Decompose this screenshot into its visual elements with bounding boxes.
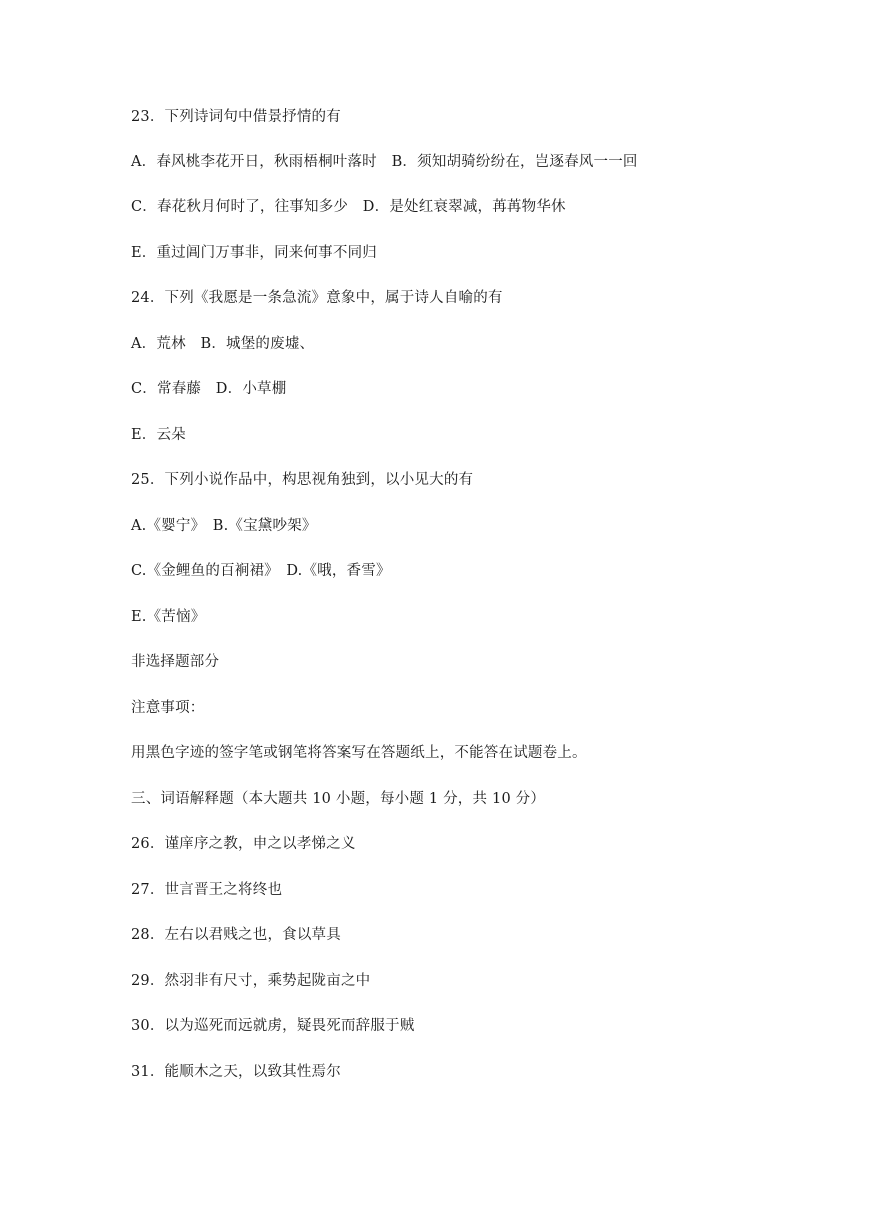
question-31: 31．能顺木之天，以致其性焉尔 [131, 1064, 341, 1080]
question-23-stem: 23．下列诗词句中借景抒情的有 [131, 109, 341, 125]
question-24-options-cd: C．常春藤 D．小草棚 [131, 381, 287, 397]
notice-heading: 注意事项： [131, 700, 205, 716]
section-heading: 非选择题部分 [131, 654, 220, 670]
question-26: 26．谨庠序之教，申之以孝悌之义 [131, 836, 356, 852]
question-25-option-e: E.《苦恼》 [131, 609, 206, 625]
part-three-heading: 三、词语解释题（本大题共 10 小题，每小题 1 分，共 10 分） [131, 791, 546, 807]
question-30: 30．以为巡死而远就虏，疑畏死而辞服于贼 [131, 1018, 415, 1034]
question-23-options-cd: C．春花秋月何时了，往事知多少 D．是处红衰翠减，苒苒物华休 [131, 199, 566, 215]
question-24-stem: 24．下列《我愿是一条急流》意象中，属于诗人自喻的有 [131, 290, 503, 306]
question-28: 28．左右以君贱之也，食以草具 [131, 927, 341, 943]
question-25-stem: 25．下列小说作品中，构思视角独到，以小见大的有 [131, 472, 474, 488]
question-24-option-e: E．云朵 [131, 427, 186, 443]
question-24-options-ab: A．荒林 B．城堡的废墟、 [131, 336, 315, 352]
question-23-options-ab: A．春风桃李花开日，秋雨梧桐叶落时 B．须知胡骑纷纷在，岂逐春风一一回 [131, 154, 638, 170]
question-23-option-e: E．重过阊门万事非，同来何事不同归 [131, 245, 377, 261]
question-25-options-ab: A.《婴宁》 B.《宝黛吵架》 [131, 518, 317, 534]
notice-text: 用黑色字迹的签字笔或钢笔将答案写在答题纸上，不能答在试题卷上。 [131, 745, 587, 761]
question-29: 29．然羽非有尺寸，乘势起陇亩之中 [131, 973, 371, 989]
question-25-options-cd: C.《金鲤鱼的百裥裙》 D.《哦，香雪》 [131, 563, 391, 579]
question-27: 27．世言晋王之将终也 [131, 882, 283, 898]
